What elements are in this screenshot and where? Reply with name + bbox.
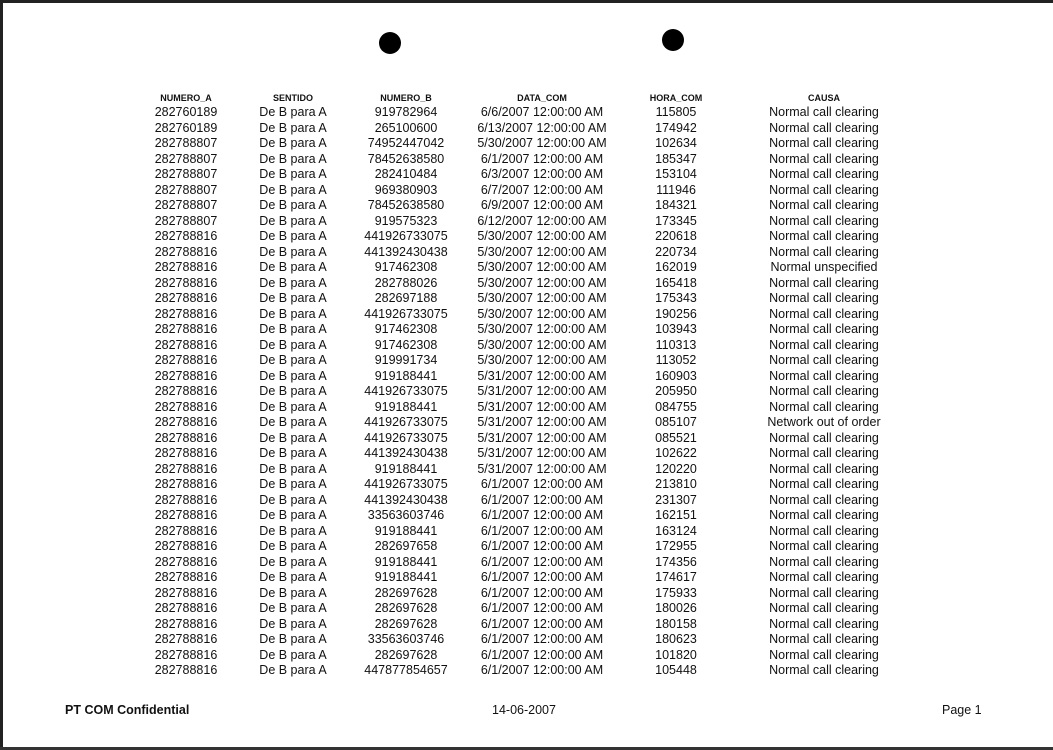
cell-numero-a: 282788816 — [154, 275, 218, 290]
cell-data-com: 5/31/2007 12:00:00 AM — [477, 399, 607, 414]
cell-causa: Normal call clearing — [769, 632, 879, 646]
cell-numero-a: 282788807 — [154, 151, 218, 166]
scan-edge-top — [0, 0, 1053, 3]
cell-sentido: De B para A — [259, 275, 327, 290]
cell-data-com: 6/12/2007 12:00:00 AM — [477, 213, 607, 228]
cell-numero-b: 74952447042 — [367, 136, 445, 150]
cell-data-com: 5/30/2007 12:00:00 AM — [477, 260, 607, 274]
cell-hora-com: 105448 — [655, 663, 697, 677]
cell-causa: Normal call clearing — [769, 213, 879, 228]
cell-hora-com: 172955 — [655, 539, 697, 553]
cell-numero-a: 282788816 — [154, 291, 218, 305]
footer-page-number: Page 1 — [942, 703, 982, 717]
cell-hora-com: 174617 — [655, 570, 697, 584]
cell-numero-a: 282788816 — [154, 601, 218, 615]
cell-numero-a: 282788816 — [154, 384, 218, 398]
table-row — [140, 214, 922, 230]
cell-numero-a: 282788816 — [154, 477, 218, 491]
cell-causa: Normal call clearing — [769, 275, 879, 290]
cell-numero-b: 78452638580 — [367, 198, 445, 212]
cell-sentido: De B para A — [259, 306, 327, 321]
cell-sentido: De B para A — [259, 151, 327, 166]
cell-numero-b: 78452638580 — [367, 151, 445, 166]
cell-numero-b: 282697628 — [374, 601, 438, 615]
cell-causa: Normal call clearing — [769, 570, 879, 584]
cell-data-com: 5/30/2007 12:00:00 AM — [477, 337, 607, 352]
cell-numero-b: 441926733075 — [364, 415, 448, 429]
cell-data-com: 6/3/2007 12:00:00 AM — [480, 167, 604, 181]
cell-numero-b: 282697188 — [374, 291, 438, 305]
table-row — [140, 648, 922, 664]
table-row — [140, 384, 922, 400]
cell-causa: Normal call clearing — [769, 384, 879, 398]
cell-numero-b: 282788026 — [374, 275, 438, 290]
cell-numero-a: 282788807 — [154, 213, 218, 228]
punch-hole-right — [662, 29, 684, 51]
cell-sentido: De B para A — [259, 353, 327, 367]
cell-sentido: De B para A — [259, 198, 327, 212]
cell-causa: Normal call clearing — [769, 167, 879, 181]
table-row — [140, 586, 922, 602]
table-row — [140, 431, 922, 447]
cell-hora-com: 205950 — [655, 384, 697, 398]
cell-numero-a: 282788816 — [154, 632, 218, 646]
cell-numero-a: 282788816 — [154, 523, 218, 538]
table-row — [140, 415, 922, 431]
cell-hora-com: 162019 — [655, 260, 697, 274]
cell-causa: Normal call clearing — [769, 337, 879, 352]
cell-sentido: De B para A — [259, 291, 327, 305]
table-row — [140, 570, 922, 586]
cell-causa: Normal call clearing — [769, 182, 879, 197]
cell-data-com: 6/9/2007 12:00:00 AM — [480, 198, 604, 212]
cell-hora-com: 102622 — [655, 446, 697, 460]
cell-causa: Normal call clearing — [769, 136, 879, 150]
table-row — [140, 322, 922, 338]
cell-numero-b: 919188441 — [374, 554, 438, 569]
header-hora-com: HORA_COM — [649, 93, 703, 103]
cell-sentido: De B para A — [259, 616, 327, 631]
cell-hora-com: 102634 — [655, 136, 697, 150]
cell-causa: Normal call clearing — [769, 229, 879, 243]
cell-numero-b: 441392430438 — [364, 446, 448, 460]
cell-numero-a: 282788816 — [154, 415, 218, 429]
table-row — [140, 167, 922, 183]
cell-sentido: De B para A — [259, 229, 327, 243]
cell-causa: Normal call clearing — [769, 492, 879, 507]
cell-numero-a: 282788807 — [154, 198, 218, 212]
cell-numero-a: 282788816 — [154, 554, 218, 569]
cell-data-com: 6/13/2007 12:00:00 AM — [477, 120, 607, 135]
cell-hora-com: 085521 — [655, 430, 697, 445]
cell-numero-b: 441392430438 — [364, 244, 448, 259]
footer-date: 14-06-2007 — [492, 703, 556, 717]
cell-numero-a: 282788816 — [154, 337, 218, 352]
cell-hora-com: 153104 — [655, 167, 697, 181]
cell-sentido: De B para A — [259, 244, 327, 259]
cell-numero-b: 919991734 — [374, 353, 438, 367]
cell-data-com: 6/1/2007 12:00:00 AM — [480, 539, 604, 553]
table-row — [140, 477, 922, 493]
cell-causa: Normal call clearing — [769, 291, 879, 305]
cell-numero-b: 919188441 — [374, 461, 438, 476]
cell-sentido: De B para A — [259, 523, 327, 538]
cell-causa: Normal call clearing — [769, 461, 879, 476]
cell-data-com: 5/30/2007 12:00:00 AM — [477, 244, 607, 259]
table-row — [140, 245, 922, 261]
cell-data-com: 6/1/2007 12:00:00 AM — [480, 492, 604, 507]
table-row — [140, 353, 922, 369]
cell-causa: Normal call clearing — [769, 322, 879, 336]
cell-numero-a: 282788816 — [154, 244, 218, 259]
table-row — [140, 121, 922, 137]
cell-sentido: De B para A — [259, 446, 327, 460]
cell-numero-b: 282697658 — [374, 539, 438, 553]
cell-numero-a: 282788816 — [154, 461, 218, 476]
cell-causa: Normal call clearing — [769, 601, 879, 615]
cell-data-com: 6/1/2007 12:00:00 AM — [480, 477, 604, 491]
cell-numero-a: 282788816 — [154, 446, 218, 460]
cell-causa: Normal call clearing — [769, 151, 879, 166]
cell-sentido: De B para A — [259, 167, 327, 181]
cell-hora-com: 174356 — [655, 554, 697, 569]
cell-sentido: De B para A — [259, 430, 327, 445]
cell-numero-b: 265100600 — [374, 120, 438, 135]
cell-data-com: 6/1/2007 12:00:00 AM — [480, 523, 604, 538]
table-row — [140, 663, 922, 679]
cell-causa: Normal call clearing — [769, 446, 879, 460]
cell-hora-com: 190256 — [655, 306, 697, 321]
cell-causa: Normal call clearing — [769, 663, 879, 677]
table-row — [140, 105, 922, 121]
cell-numero-b: 919188441 — [374, 368, 438, 383]
cell-hora-com: 184321 — [655, 198, 697, 212]
cell-data-com: 5/31/2007 12:00:00 AM — [477, 430, 607, 445]
cell-sentido: De B para A — [259, 601, 327, 615]
cell-sentido: De B para A — [259, 368, 327, 383]
cell-data-com: 5/31/2007 12:00:00 AM — [477, 461, 607, 476]
cell-sentido: De B para A — [259, 415, 327, 429]
cell-numero-a: 282788816 — [154, 570, 218, 584]
cell-numero-a: 282788816 — [154, 229, 218, 243]
cell-data-com: 5/31/2007 12:00:00 AM — [477, 446, 607, 460]
table-row — [140, 462, 922, 478]
cell-numero-b: 919782964 — [374, 105, 438, 119]
cell-data-com: 5/30/2007 12:00:00 AM — [477, 275, 607, 290]
cell-hora-com: 231307 — [655, 492, 697, 507]
cell-hora-com: 113052 — [655, 353, 697, 367]
cell-hora-com: 084755 — [655, 399, 697, 414]
cell-numero-a: 282788816 — [154, 616, 218, 631]
cell-causa: Normal call clearing — [769, 554, 879, 569]
cell-sentido: De B para A — [259, 260, 327, 274]
cell-numero-b: 917462308 — [374, 322, 438, 336]
cell-sentido: De B para A — [259, 632, 327, 646]
cell-hora-com: 103943 — [655, 322, 697, 336]
cell-numero-b: 282697628 — [374, 585, 438, 600]
cell-sentido: De B para A — [259, 213, 327, 228]
table-row — [140, 338, 922, 354]
cell-numero-a: 282788816 — [154, 585, 218, 600]
cell-sentido: De B para A — [259, 182, 327, 197]
cell-numero-a: 282788807 — [154, 167, 218, 181]
cell-hora-com: 174942 — [655, 120, 697, 135]
cell-causa: Normal call clearing — [769, 198, 879, 212]
table-header-row — [140, 91, 922, 105]
cell-data-com: 6/1/2007 12:00:00 AM — [480, 508, 604, 522]
cell-hora-com: 111946 — [656, 182, 696, 197]
cell-sentido: De B para A — [259, 570, 327, 584]
cell-numero-b: 917462308 — [374, 260, 438, 274]
cell-sentido: De B para A — [259, 477, 327, 491]
cell-hora-com: 110313 — [655, 337, 697, 352]
cell-numero-b: 33563603746 — [367, 508, 445, 522]
cell-sentido: De B para A — [259, 508, 327, 522]
cell-hora-com: 162151 — [655, 508, 697, 522]
cell-sentido: De B para A — [259, 384, 327, 398]
table-row — [140, 400, 922, 416]
table-row — [140, 617, 922, 633]
cell-numero-a: 282788807 — [154, 136, 218, 150]
cell-hora-com: 175343 — [655, 291, 697, 305]
cell-causa: Normal call clearing — [769, 647, 879, 662]
cell-sentido: De B para A — [259, 322, 327, 336]
cell-numero-a: 282788816 — [154, 492, 218, 507]
cell-hora-com: 173345 — [655, 213, 697, 228]
cell-hora-com: 185347 — [655, 151, 697, 166]
cell-numero-a: 282788816 — [154, 399, 218, 414]
cell-hora-com: 220734 — [655, 244, 697, 259]
cell-numero-a: 282788816 — [154, 322, 218, 336]
scan-edge-left — [0, 0, 3, 750]
cell-data-com: 5/31/2007 12:00:00 AM — [477, 384, 607, 398]
header-sentido: SENTIDO — [272, 93, 313, 103]
cell-data-com: 6/1/2007 12:00:00 AM — [480, 663, 604, 677]
cell-data-com: 6/1/2007 12:00:00 AM — [480, 601, 604, 615]
cell-causa: Normal call clearing — [769, 539, 879, 553]
table-row — [140, 152, 922, 168]
cell-data-com: 6/1/2007 12:00:00 AM — [480, 616, 604, 631]
cell-data-com: 5/31/2007 12:00:00 AM — [477, 368, 607, 383]
cell-numero-b: 969380903 — [374, 182, 438, 197]
table-row — [140, 229, 922, 245]
cell-data-com: 6/1/2007 12:00:00 AM — [480, 554, 604, 569]
cell-numero-a: 282760189 — [154, 120, 218, 135]
cell-hora-com: 180158 — [655, 616, 697, 631]
cell-sentido: De B para A — [259, 492, 327, 507]
cell-data-com: 5/31/2007 12:00:00 AM — [477, 415, 607, 429]
cell-causa: Normal call clearing — [769, 120, 879, 135]
table-row — [140, 291, 922, 307]
cell-numero-b: 441926733075 — [364, 430, 448, 445]
cell-causa: Normal call clearing — [769, 616, 879, 631]
cell-sentido: De B para A — [259, 337, 327, 352]
cell-numero-b: 441926733075 — [364, 384, 448, 398]
cell-numero-b: 282697628 — [374, 616, 438, 631]
cell-data-com: 5/30/2007 12:00:00 AM — [477, 353, 607, 367]
table-row — [140, 539, 922, 555]
cell-causa: Normal call clearing — [769, 523, 879, 538]
cell-numero-a: 282788816 — [154, 368, 218, 383]
cell-data-com: 6/1/2007 12:00:00 AM — [480, 585, 604, 600]
cell-hora-com: 175933 — [655, 585, 697, 600]
cell-data-com: 6/1/2007 12:00:00 AM — [480, 647, 604, 662]
table-row — [140, 198, 922, 214]
cell-data-com: 5/30/2007 12:00:00 AM — [477, 322, 607, 336]
cell-hora-com: 180026 — [655, 601, 697, 615]
cell-causa: Normal call clearing — [769, 368, 879, 383]
cell-causa: Normal unspecified — [770, 260, 878, 274]
cell-hora-com: 180623 — [655, 632, 697, 646]
cell-numero-b: 917462308 — [374, 337, 438, 352]
cell-sentido: De B para A — [259, 399, 327, 414]
cell-numero-a: 282788816 — [154, 647, 218, 662]
cell-data-com: 6/6/2007 12:00:00 AM — [480, 105, 604, 119]
cell-data-com: 5/30/2007 12:00:00 AM — [477, 306, 607, 321]
cell-hora-com: 085107 — [655, 415, 697, 429]
table-row — [140, 136, 922, 152]
table-row — [140, 524, 922, 540]
cell-data-com: 6/1/2007 12:00:00 AM — [480, 570, 604, 584]
cell-numero-b: 282410484 — [374, 167, 438, 181]
cell-numero-b: 447877854657 — [364, 663, 448, 677]
table-row — [140, 307, 922, 323]
cell-causa: Network out of order — [767, 415, 881, 429]
cell-data-com: 6/1/2007 12:00:00 AM — [480, 632, 604, 646]
cell-numero-a: 282788816 — [154, 430, 218, 445]
cell-hora-com: 160903 — [655, 368, 697, 383]
cell-numero-b: 282697628 — [374, 647, 438, 662]
header-numero-b: NUMERO_B — [380, 93, 432, 103]
cell-numero-a: 282788816 — [154, 306, 218, 321]
cell-data-com: 5/30/2007 12:00:00 AM — [477, 291, 607, 305]
cell-causa: Normal call clearing — [769, 399, 879, 414]
cell-data-com: 6/1/2007 12:00:00 AM — [480, 151, 604, 166]
cell-causa: Normal call clearing — [769, 508, 879, 522]
table-row — [140, 183, 922, 199]
cell-numero-a: 282788816 — [154, 260, 218, 274]
cell-hora-com: 163124 — [655, 523, 697, 538]
cell-data-com: 5/30/2007 12:00:00 AM — [477, 229, 607, 243]
table-row — [140, 508, 922, 524]
cell-numero-b: 441926733075 — [364, 306, 448, 321]
cell-hora-com: 101820 — [655, 647, 697, 662]
cell-numero-b: 919575323 — [374, 213, 438, 228]
cell-hora-com: 120220 — [655, 461, 697, 476]
cell-numero-a: 282788816 — [154, 353, 218, 367]
cell-numero-a: 282788816 — [154, 663, 218, 677]
cell-sentido: De B para A — [259, 663, 327, 677]
cell-numero-a: 282788816 — [154, 508, 218, 522]
header-numero-a: NUMERO_A — [160, 93, 212, 103]
cell-sentido: De B para A — [259, 647, 327, 662]
cell-sentido: De B para A — [259, 120, 327, 135]
table-row — [140, 369, 922, 385]
footer-confidential: PT COM Confidential — [65, 703, 190, 717]
cell-causa: Normal call clearing — [769, 105, 879, 119]
cell-sentido: De B para A — [259, 105, 327, 119]
cell-hora-com: 165418 — [655, 275, 697, 290]
header-causa: CAUSA — [807, 93, 840, 103]
cell-data-com: 6/7/2007 12:00:00 AM — [480, 182, 604, 197]
table-row — [140, 632, 922, 648]
cell-hora-com: 213810 — [655, 477, 697, 491]
cell-sentido: De B para A — [259, 136, 327, 150]
cell-sentido: De B para A — [259, 461, 327, 476]
table-row — [140, 555, 922, 571]
cell-causa: Normal call clearing — [769, 585, 879, 600]
cell-sentido: De B para A — [259, 554, 327, 569]
header-data-com: DATA_COM — [517, 93, 567, 103]
table-row — [140, 446, 922, 462]
cell-sentido: De B para A — [259, 585, 327, 600]
cell-causa: Normal call clearing — [769, 477, 879, 491]
cell-numero-b: 919188441 — [374, 570, 438, 584]
cell-numero-b: 441392430438 — [364, 492, 448, 507]
cell-sentido: De B para A — [259, 539, 327, 553]
cell-numero-b: 33563603746 — [367, 632, 445, 646]
cell-data-com: 5/30/2007 12:00:00 AM — [477, 136, 607, 150]
punch-hole-left — [379, 32, 401, 54]
cell-causa: Normal call clearing — [769, 306, 879, 321]
cell-causa: Normal call clearing — [769, 430, 879, 445]
cell-numero-b: 441926733075 — [364, 477, 448, 491]
cell-numero-b: 441926733075 — [364, 229, 448, 243]
table-row — [140, 260, 922, 276]
cell-causa: Normal call clearing — [769, 244, 879, 259]
cell-numero-a: 282760189 — [154, 105, 218, 119]
cell-hora-com: 115805 — [655, 105, 697, 119]
table-row — [140, 276, 922, 292]
cell-numero-b: 919188441 — [374, 523, 438, 538]
cell-numero-a: 282788816 — [154, 539, 218, 553]
cell-causa: Normal call clearing — [769, 353, 879, 367]
cell-hora-com: 220618 — [655, 229, 697, 243]
call-records-table — [140, 91, 922, 679]
table-row — [140, 601, 922, 617]
cell-numero-a: 282788807 — [154, 182, 218, 197]
table-row — [140, 493, 922, 509]
cell-numero-b: 919188441 — [374, 399, 438, 414]
